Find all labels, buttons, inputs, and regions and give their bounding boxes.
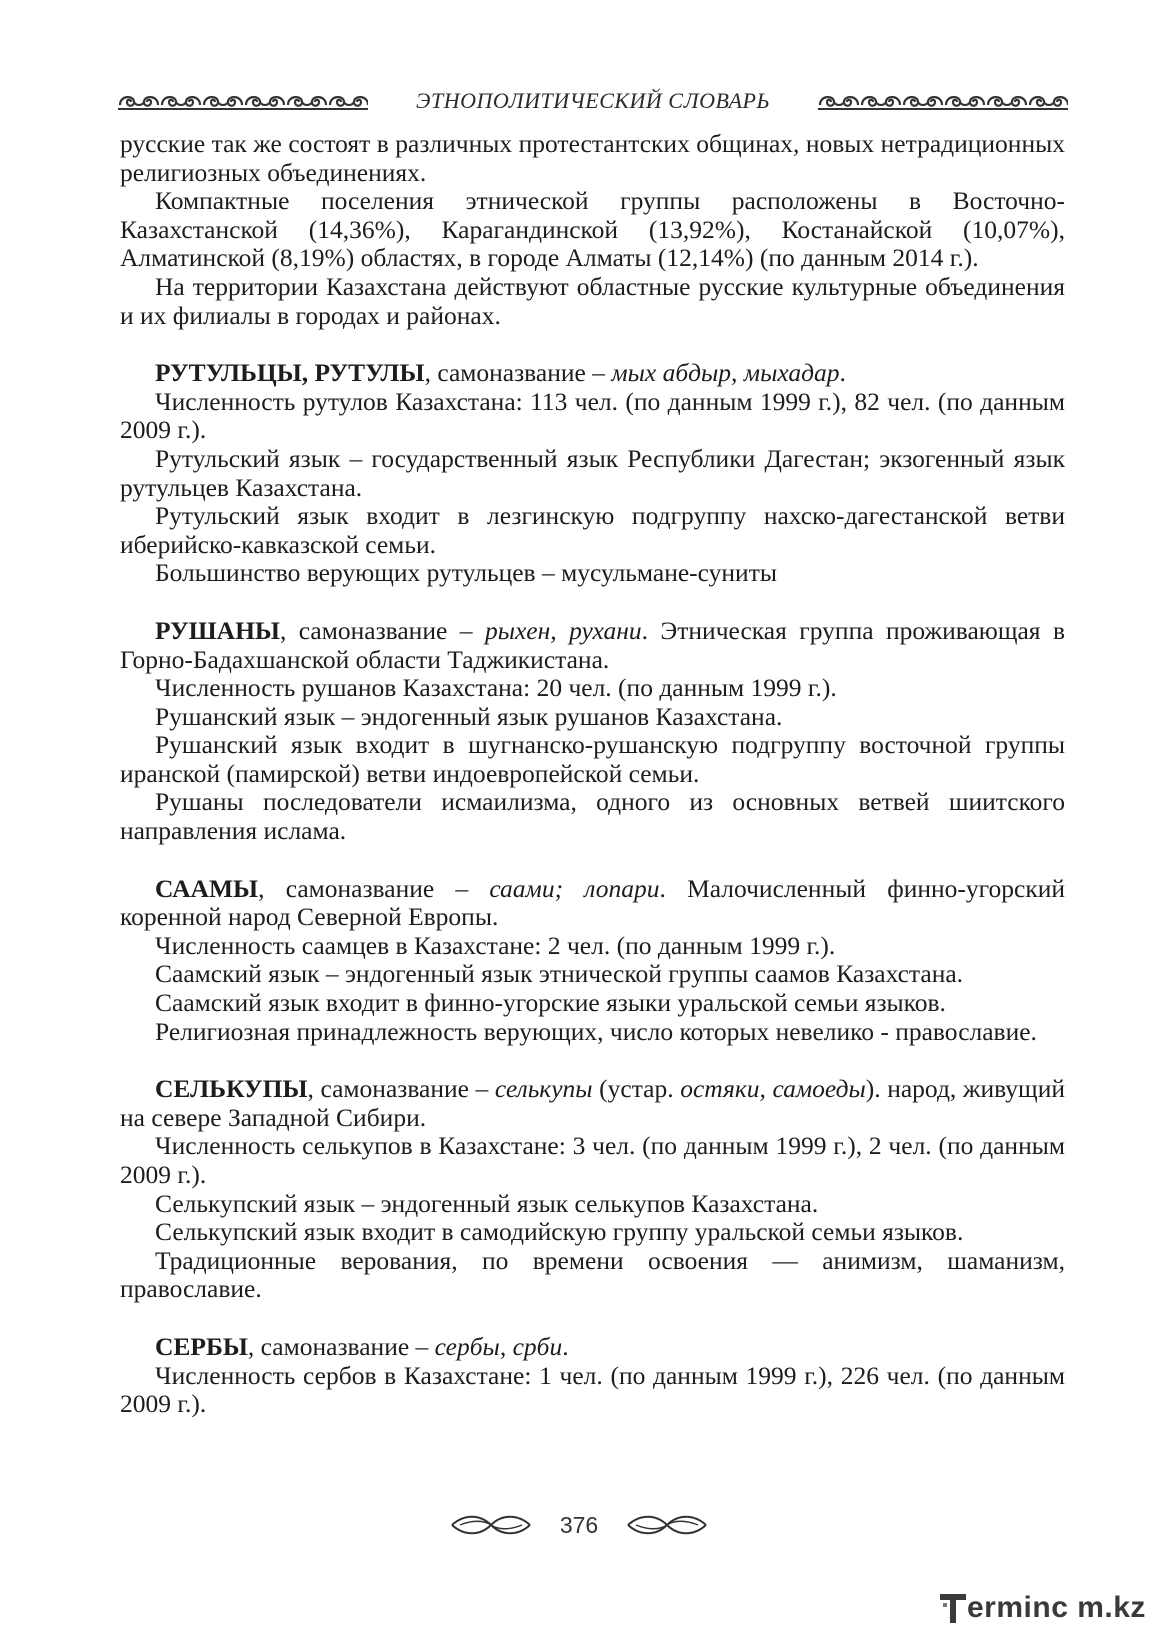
entry-paragraph: Селькупский язык входит в самодийскую группу уральской семьи языков. (155, 1217, 964, 1247)
entry-selfname: сербы, срби (434, 1331, 563, 1361)
entry-selfname-suffix: (устар. (592, 1074, 681, 1104)
intro-paragraph: Компактные поселения этнической группы расположены в Восточно-Казахстанской (14,36%), Карагандинской (13,92%), Костанайской (10,07%), Алматинской (8,19%) областях, в городе Алматы (12,14%) (по данным 2014 г.). (120, 186, 1065, 273)
entry-selfname-prefix: , самоназвание – (307, 1074, 495, 1104)
page-footer (0, 1508, 1158, 1542)
page-number: 376 (559, 1511, 599, 1538)
entry-paragraph: Рушанский язык – эндогенный язык рушанов Казахстана. (155, 701, 783, 731)
entry-selfname-suffix: . (562, 1331, 569, 1361)
ornament-right-icon (818, 90, 1068, 112)
entry-paragraph: Численность саамцев в Казахстане: 2 чел. (по данным 1999 г.). (155, 930, 836, 960)
entry-paragraph: Традиционные верования, по времени освоения — анимизм, шаманизм, православие. (120, 1245, 1065, 1304)
entry-selfname-prefix: , самоназвание – (247, 1331, 435, 1361)
entry-paragraph: Численность сербов в Казахстане: 1 чел. (по данным 1999 г.), 226 чел. (по данным 2009 г.). (120, 1360, 1065, 1419)
entry-heading (120, 875, 1065, 932)
termincom-logo-icon (940, 1591, 966, 1625)
entry-selfname-suffix: . (839, 358, 846, 388)
running-header (118, 86, 1068, 116)
entry-selfname-prefix: , самоназвание – (279, 615, 485, 645)
entry-heading (120, 359, 1065, 388)
entry-selfname-suffix: . Малочисленный финно-угорский коренной народ Северной Европы. (120, 873, 1065, 932)
entry-selfname-prefix: , самоназвание – (258, 873, 490, 903)
entry-paragraph: Религиозная принадлежность верующих, число которых невелико - православие. (155, 1016, 1037, 1046)
entry-heading (120, 1333, 1065, 1362)
entry-paragraph: Численность рутулов Казахстана: 113 чел. (по данным 1999 г.), 82 чел. (по данным 2009 г.). (120, 386, 1065, 445)
entry-paragraph: Рутульский язык – государственный язык Республики Дагестан; экзогенный язык рутульцев Казахстана. (120, 443, 1065, 502)
entry-term: РУТУЛЬЦЫ, РУТУЛЫ (155, 358, 425, 388)
entry-paragraph: Большинство верующих рутульцев – мусульмане-суниты (155, 558, 777, 588)
entry-paragraph: Рушаны последователи исмаилизма, одного из основных ветвей шиитского направления ислама. (120, 787, 1065, 846)
entry-term: СААМЫ (155, 873, 259, 903)
entry-term: СЕРБЫ (155, 1331, 248, 1361)
entry-term: СЕЛЬКУПЫ (155, 1074, 308, 1104)
header-title: ЭТНОПОЛИТИЧЕСКИЙ СЛОВАРЬ (416, 88, 770, 113)
intro-paragraph: На территории Казахстана действуют областные русские культурные объединения и их филиалы в городах и районах. (120, 271, 1065, 330)
entry-selfname: рыхен, рухани (484, 615, 642, 645)
entry-paragraph: Численность рушанов Казахстана: 20 чел. (по данным 1999 г.). (155, 673, 837, 703)
entry-paragraph: Численность селькупов в Казахстане: 3 чел. (по данным 1999 г.), 2 чел. (по данным 2009 г.). (120, 1131, 1065, 1189)
entry-selfname: мых абдыр, мыхадар (611, 358, 840, 388)
flourish-left-icon (450, 1512, 532, 1538)
entry-paragraph: Селькупский язык – эндогенный язык селькупов Казахстана. (155, 1188, 819, 1218)
entry-selfname-prefix: , самоназвание – (424, 358, 612, 388)
entry-term: РУШАНЫ (155, 615, 280, 645)
entry-heading (120, 617, 1065, 674)
entry-selfname: саами; лопари (489, 873, 660, 903)
entry-paragraph: Рушанский язык входит в шугнанско-рушанскую подгруппу восточной группы иранской (памирской) ветви индоевропейской семьи. (120, 730, 1065, 788)
flourish-right-icon (626, 1512, 708, 1538)
entry-heading (120, 1075, 1065, 1132)
page-body (120, 130, 1065, 1419)
intro-paragraph: русские так же состоят в различных протестантских общинах, новых нетрадиционных религиозных объединениях. (120, 129, 1065, 187)
watermark-text: erminc m.kz (967, 1591, 1146, 1624)
entry-alt-suffix: ). народ, живущий на севере Западной Сибири. (120, 1074, 1065, 1132)
entry-selfname-suffix: . Этническая группа проживающая в Горно-Бадахшанской области Таджикистана. (120, 615, 1065, 674)
entry-selfname: селькупы (494, 1074, 593, 1104)
entry-paragraph: Рутульский язык входит в лезгинскую подгруппу нахско-дагестанской ветви иберийско-кавказской семьи. (120, 501, 1065, 559)
entry-paragraph: Саамский язык – эндогенный язык этнической группы саамов Казахстана. (155, 959, 964, 989)
entry-paragraph: Саамский язык входит в финно-угорские языки уральской семьи языков. (155, 988, 946, 1018)
ornament-left-icon (118, 90, 368, 112)
watermark (940, 1588, 1146, 1628)
entry-alt-names: остяки, самоеды (680, 1074, 866, 1104)
